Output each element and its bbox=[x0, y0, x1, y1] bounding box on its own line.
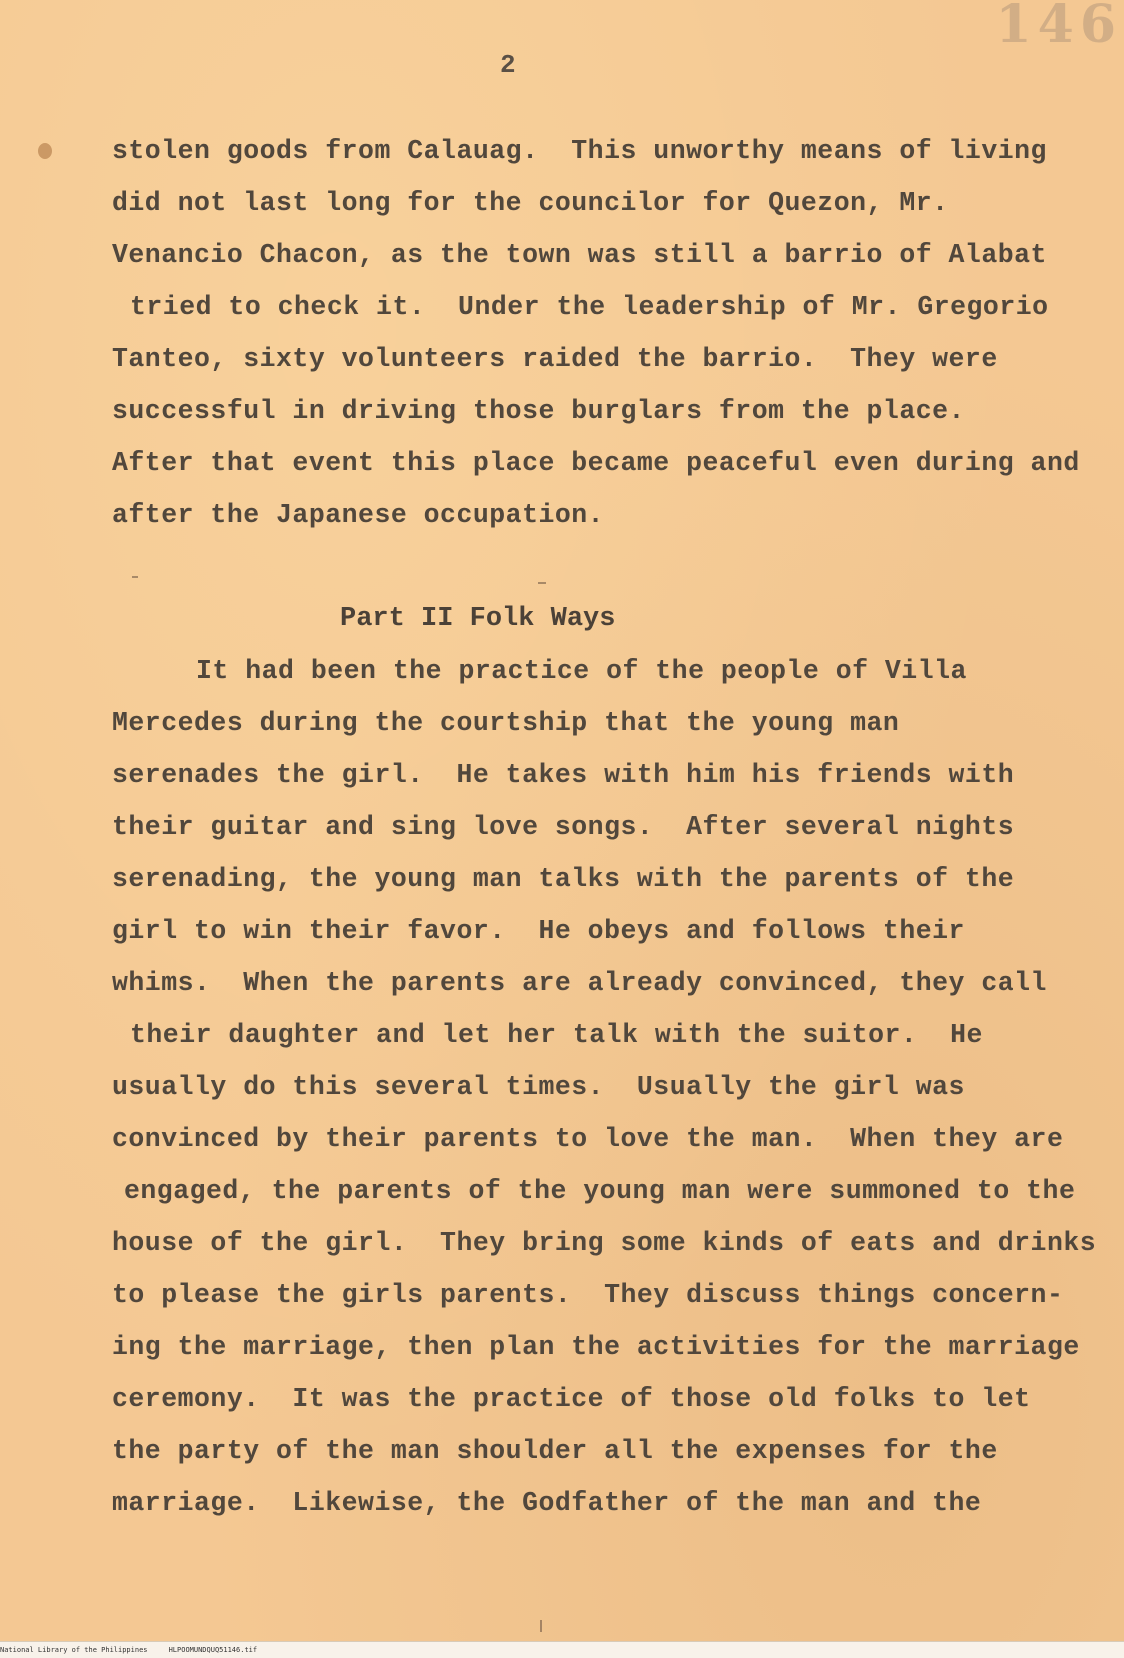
paragraph-line: to please the girls parents. They discuss things concern- bbox=[112, 1280, 1064, 1310]
archive-stamp-number: 146 bbox=[995, 0, 1122, 55]
paragraph-line: ceremony. It was the practice of those old folks to let bbox=[112, 1384, 1031, 1414]
paragraph-line: the party of the man shoulder all the expenses for the bbox=[112, 1436, 998, 1466]
paragraph-line: Mercedes during the courtship that the young man bbox=[112, 708, 900, 738]
ink-mark bbox=[540, 1620, 542, 1632]
text-line: tried to check it. Under the leadership of Mr. Gregorio bbox=[130, 292, 1049, 322]
text-line: after the Japanese occupation. bbox=[112, 500, 605, 530]
paragraph-line: their guitar and sing love songs. After several nights bbox=[112, 812, 1015, 842]
text-line: did not last long for the councilor for Quezon, Mr. bbox=[112, 188, 949, 218]
paragraph-line: whims. When the parents are already convinced, they call bbox=[112, 968, 1047, 998]
paragraph-line: house of the girl. They bring some kinds of eats and drinks bbox=[112, 1228, 1097, 1258]
scan-footer bbox=[0, 1641, 1124, 1658]
ink-mark bbox=[538, 582, 546, 584]
text-line: After that event this place became peaceful even during and bbox=[112, 448, 1080, 478]
footer-library: National Library of the Philippines bbox=[0, 1646, 148, 1654]
paragraph-line: convinced by their parents to love the man. When they are bbox=[112, 1124, 1064, 1154]
paper-stain bbox=[38, 143, 52, 159]
paragraph-line: ing the marriage, then plan the activities for the marriage bbox=[112, 1332, 1080, 1362]
text-line: Venancio Chacon, as the town was still a barrio of Alabat bbox=[112, 240, 1047, 270]
paragraph-line: usually do this several times. Usually the girl was bbox=[112, 1072, 965, 1102]
paragraph-line: marriage. Likewise, the Godfather of the man and the bbox=[112, 1488, 982, 1518]
page-number: 2 bbox=[500, 50, 516, 80]
text-line: successful in driving those burglars from the place. bbox=[112, 396, 965, 426]
text-line: Tanteo, sixty volunteers raided the barrio. They were bbox=[112, 344, 998, 374]
paragraph-line: their daughter and let her talk with the suitor. He bbox=[130, 1020, 983, 1050]
paragraph-line: serenades the girl. He takes with him his friends with bbox=[112, 760, 1015, 790]
paragraph-line: engaged, the parents of the young man were summoned to the bbox=[124, 1176, 1076, 1206]
footer-file-id: HLPOOMUNDQUQ51146.tif bbox=[168, 1646, 258, 1654]
paragraph-line: girl to win their favor. He obeys and follows their bbox=[112, 916, 965, 946]
paragraph-line: serenading, the young man talks with the parents of the bbox=[112, 864, 1015, 894]
paragraph-line: It had been the practice of the people of Villa bbox=[196, 656, 967, 686]
text-line: stolen goods from Calauag. This unworthy means of living bbox=[112, 136, 1047, 166]
section-heading: Part II Folk Ways bbox=[340, 604, 616, 634]
ink-mark bbox=[132, 576, 138, 578]
